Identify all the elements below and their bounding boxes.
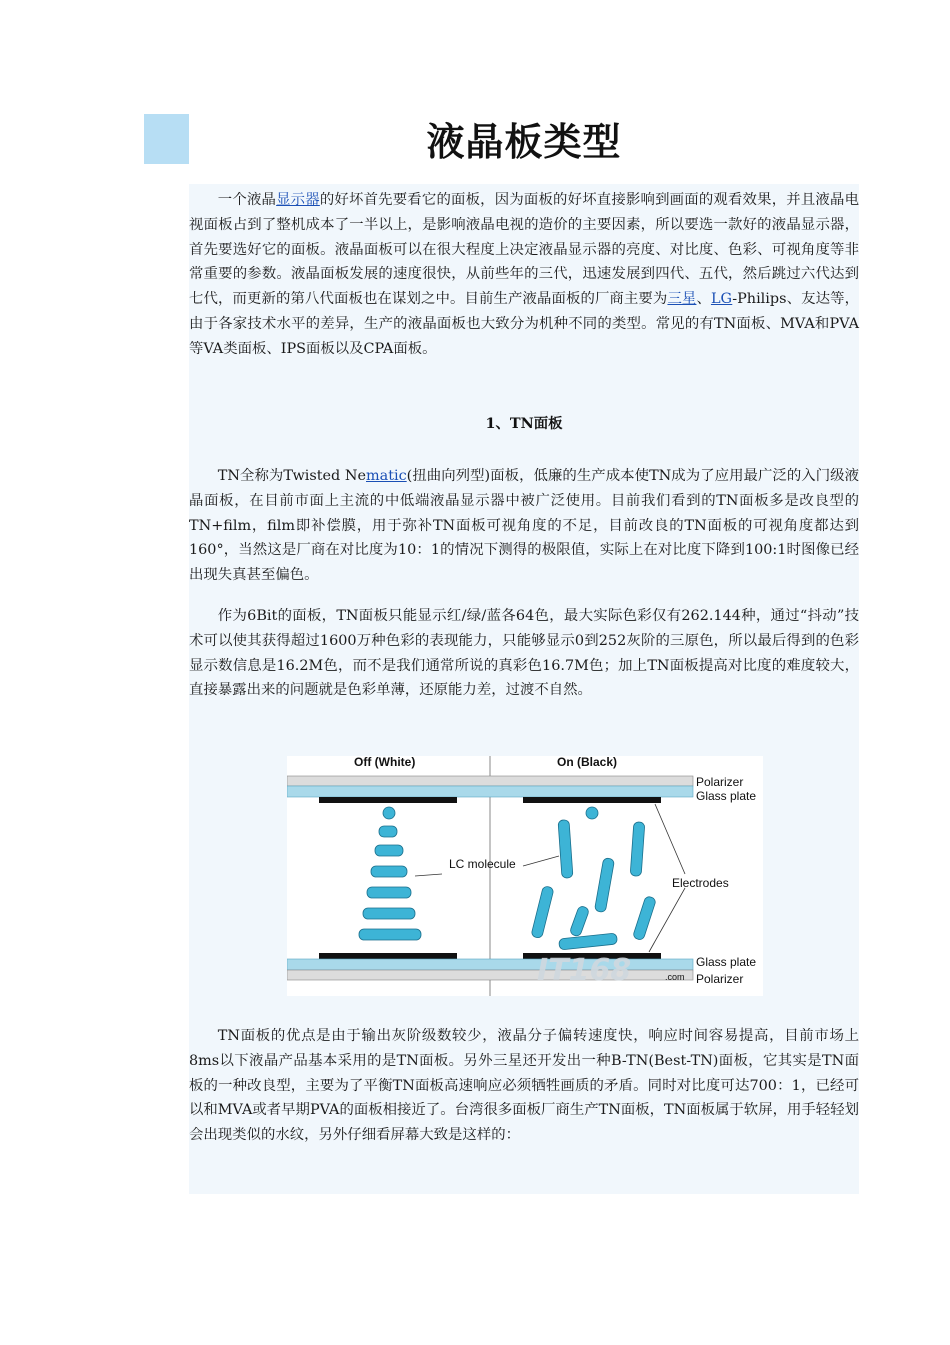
top-electrode-left (319, 797, 457, 803)
off-white-label: Off (White) (354, 756, 416, 769)
tn-text-b: (扭曲向列型)面板，低廉的生产成本使TN成为了应用最广泛的入门级液晶面板，在目前市面上主流的中低端液晶显示器中被广泛使用。目前我们看到的TN面板多是改良型的TN+film，film即补偿膜，用于弥补TN面板可视角度的不足，目前改良的TN面板的可视角度都达到160°，当然这是厂商在对比度为10：1的情况下测得的极限值，实际上在对比度下降到100:1时图像已经出现失真甚至偏色。 (189, 468, 859, 584)
article-body (189, 184, 859, 1194)
intro-text-a: 一个液晶 (217, 192, 277, 208)
it168-watermark: IT168 (537, 953, 632, 988)
glass-top-label: Glass plate (696, 789, 757, 803)
intro-text-b: 的好坏首先要看它的面板，因为面板的好坏直接影响到画面的观看效果，并且液晶电视面板占到了整机成本了一半以上，是影响液晶电视的造价的主要因素，所以要选一款好的液晶显示器，首先要选好它的面板。液晶面板可以在很大程度上决定液晶显示器的亮度、对比度、色彩、可视角度等非常重要的参数。液晶面板发展的速度很快，从前些年的三代，迅速发展到四代、五代，然后跳过六代达到七代，而更新的第八代面板也在谋划之中。目前生产液晶面板的厂商主要为 (189, 192, 859, 308)
electrodes-label: Electrodes (672, 876, 729, 890)
section-heading-tn: 1、TN面板 (485, 415, 563, 432)
intro-text-d: -Philips、友达等，由于各家技术水平的差异，生产的液晶面板也大致分为机种不同的类型。常见的有TN面板、MVA和PVA等VA类面板、IPS面板以及CPA面板。 (189, 291, 859, 357)
tn-color-paragraph: 作为6Bit的面板，TN面板只能显示红/绿/蓝各64色，最大实际色彩仅有262.144种，通过“抖动”技术可以使其获得超过1600万种色彩的表现能力，只能够显示0到252灰阶的三原色，所以最后得到的色彩显示数信息是16.2M色，而不是我们通常所说的真彩色16.7M色；加上TN面板提高对比度的难度较大，直接暴露出来的问题就是色彩单薄，还原能力差，过渡不自然。 (189, 608, 859, 699)
nematic-link[interactable]: matic (366, 468, 407, 484)
on-black-label: On (Black) (557, 756, 618, 769)
lc-molecule-label: LC molecule (449, 857, 516, 871)
bottom-electrode-left (319, 953, 457, 959)
page-title: 液晶板类型 (426, 119, 622, 164)
glass-bottom-label: Glass plate (696, 955, 757, 969)
watermark-suffix: .com (665, 972, 685, 982)
tn-structure-diagram (287, 756, 763, 996)
top-electrode-right (523, 797, 661, 803)
samsung-link[interactable]: 三星 (667, 291, 697, 308)
bottom-glass-plate (287, 959, 693, 970)
polarizer-bottom-label: Polarizer (696, 972, 744, 986)
tn-intro-paragraph (189, 464, 859, 588)
tn-text-a: TN全称为Twisted Ne (217, 468, 366, 484)
tn-advantages-paragraph: TN面板的优点是由于输出灰阶级数较少，液晶分子偏转速度快，响应时间容易提高，目前市场上8ms以下液晶产品基本采用的是TN面板。另外三星还开发出一种B-TN(Best-TN)面板，它其实是TN面板的一种改良型，主要为了平衡TN面板高速响应必须牺牲画质的矛盾。同时对比度可达700：1，已经可以和MVA或者早期PVA的面板相接近了。台湾很多面板厂商生产TN面板，TN面板属于软屏，用手轻轻划会出现类似的水纹，另外仔细看屏幕大致是这样的： (189, 1028, 859, 1144)
decorative-corner-block (144, 114, 189, 164)
top-polarizer (287, 776, 693, 786)
polarizer-top-label: Polarizer (696, 775, 744, 789)
display-link[interactable]: 显示器 (276, 192, 320, 208)
intro-text-c: 、 (696, 291, 711, 308)
bottom-polarizer (287, 970, 693, 980)
top-glass-plate (287, 786, 693, 797)
lg-link[interactable]: LG (710, 291, 733, 308)
intro-paragraph (189, 188, 859, 362)
